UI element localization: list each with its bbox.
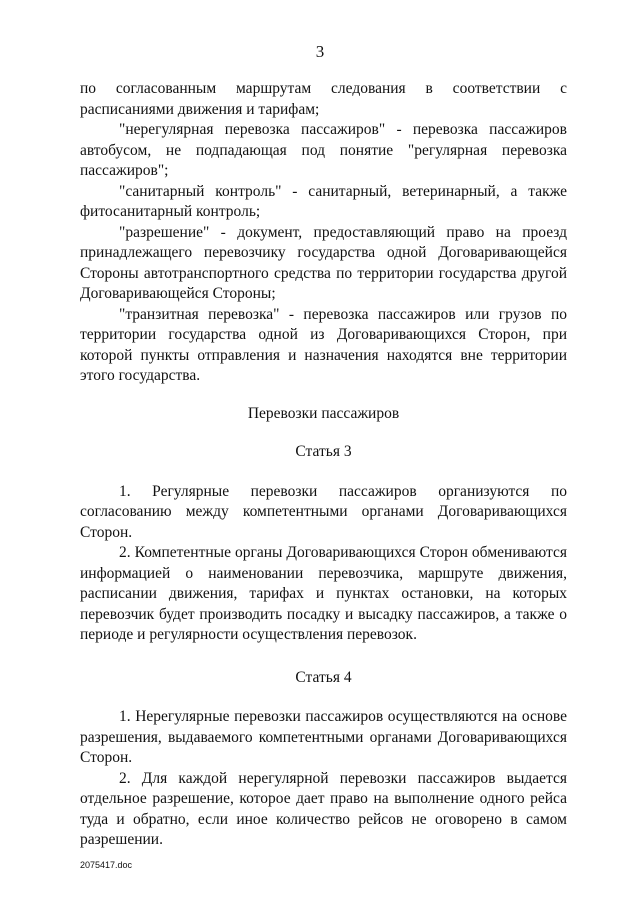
article-4-paragraph-2: 2. Для каждой нерегулярной перевозки пассажиров выдается отдельное разрешение, которое дает право на выполнение одного рейса туда и обратно, если иное количество рейсов не оговорено в самом разрешении. xyxy=(80,769,567,848)
definition-irregular-transport: "нерегулярная перевозка пассажиров" - перевозка пассажиров автобусом, не подпадающая под понятие "регулярная перевозка пассажиров"; xyxy=(80,121,567,179)
article-4-paragraph-1: 1. Нерегулярные перевозки пассажиров осуществляются на основе разрешения, выдаваемого компетентными органами Договаривающихся Сторон. xyxy=(80,708,567,766)
file-name-footer: 2075417.doc xyxy=(80,860,133,870)
article-3-paragraph-1: 1. Регулярные перевозки пассажиров организуются по согласованию между компетентными органами Договаривающихся Сторон. xyxy=(80,482,567,541)
article-3-paragraph-2: 2. Компетентные органы Договаривающихся Сторон обмениваются информацией о наименовании перевозчика, маршруте движения, расписании движения, тарифах и пунктах остановки, на которых перевозчик будет производить посадку и высадку пассажиров, а также о периоде и регулярности осуществления перевозок. xyxy=(80,544,567,643)
document-body xyxy=(80,79,567,851)
definition-transit-transport: "транзитная перевозка" - перевозка пассажиров или грузов по территории государства одной из Договаривающихся Сторон, при которой пункты отправления и назначения находятся вне территории этого государства. xyxy=(80,305,567,384)
definition-sanitary-control: "санитарный контроль" - санитарный, ветеринарный, а также фитосанитарный контроль; xyxy=(80,182,567,220)
paragraph-continuation: по согласованным маршрутам следования в соответствии с расписаниями движения и тарифам; xyxy=(80,80,567,118)
definition-permit: "разрешение" - документ, предоставляющий право на проезд принадлежащего перевозчику государства одной Договаривающейся Стороны автотранспортного средства по территории государства другой Договаривающейся Стороны; xyxy=(80,223,567,302)
section-title: Перевозки пассажиров xyxy=(247,404,400,422)
article-4-title: Статья 4 xyxy=(295,668,352,686)
article-3-title: Статья 3 xyxy=(295,443,352,460)
page-number: 3 xyxy=(315,42,325,61)
